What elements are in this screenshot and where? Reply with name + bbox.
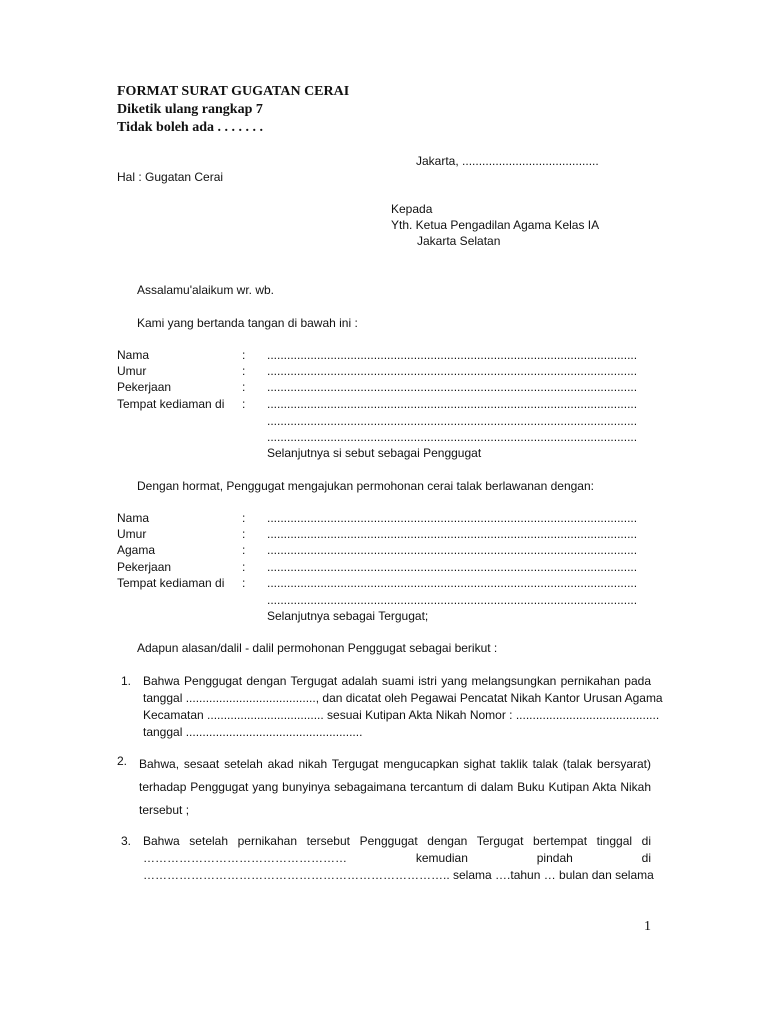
reason-item-3 (143, 833, 654, 884)
field-label: Nama (117, 511, 150, 525)
field-label: Agama (117, 543, 156, 557)
field-colon: : (242, 380, 246, 394)
item-number: 3. (121, 834, 132, 848)
reason-line: tersebut ; (139, 803, 190, 817)
fill-in-dots: ............................................................................................................... (267, 576, 638, 590)
reason-line: ………………………………………………………………….. selama ….tahun … bulan dan selama (143, 868, 654, 882)
greeting: Assalamu'alaikum wr. wb. (137, 283, 275, 297)
field-colon: : (242, 560, 246, 574)
reason-line: tanggal ......................................., dan dicatat oleh Pegawai Pencatat Nikah Kantor Urusan Agama (143, 691, 663, 705)
field-colon: : (242, 543, 246, 557)
reason-line: …………………………………………… kemudian pindah di (143, 851, 651, 865)
fill-in-dots: ............................................................................................................... (267, 348, 638, 362)
field-label: Tempat kediaman di (117, 397, 225, 411)
fill-in-dots: ............................................................................................................... (267, 364, 638, 378)
field-colon: : (242, 527, 246, 541)
intro-text: Kami yang bertanda tangan di bawah ini : (137, 316, 358, 330)
fill-in-dots: ............................................................................................................... (267, 414, 638, 428)
fill-in-dots: ............................................................................................................... (267, 511, 638, 525)
plaintiff-note: Selanjutnya si sebut sebagai Penggugat (267, 446, 482, 460)
field-label: Umur (117, 527, 147, 541)
reason-item-1 (143, 673, 663, 741)
item-number: 2. (117, 754, 128, 768)
field-colon: : (242, 348, 246, 362)
fill-in-dots: ............................................................................................................... (267, 593, 638, 607)
field-label: Umur (117, 364, 147, 378)
typing-instruction: Diketik ulang rangkap 7 (117, 102, 263, 117)
field-label: Pekerjaan (117, 560, 172, 574)
fill-in-dots: ............................................................................................................... (267, 543, 638, 557)
field-label: Nama (117, 348, 150, 362)
addressee-yth: Yth. Ketua Pengadilan Agama Kelas IA (391, 218, 600, 232)
fill-in-dots: ............................................................................................................... (267, 430, 638, 444)
reason-item-2 (139, 753, 651, 822)
field-colon: : (242, 511, 246, 525)
fill-in-dots: ............................................................................................................... (267, 397, 638, 411)
reason-line: Kecamatan ................................... sesuai Kutipan Akta Nikah Nomor : ........................................... (143, 708, 660, 722)
fill-in-dots: ............................................................................................................... (267, 527, 638, 541)
field-label: Tempat kediaman di (117, 576, 225, 590)
field-label: Pekerjaan (117, 380, 172, 394)
reasons-intro: Adapun alasan/dalil - dalil permohonan Penggugat sebagai berikut : (137, 641, 498, 655)
reason-line: Bahwa Penggugat dengan Tergugat adalah suami istri yang melangsungkan pernikahan pada (143, 674, 651, 688)
reason-line: tanggal ..................................................... (143, 725, 363, 739)
field-colon: : (242, 364, 246, 378)
reason-line: Bahwa, sesaat setelah akad nikah Tergugat mengucapkan sighat taklik talak (talak bersyarat) (139, 757, 651, 771)
item-number: 1. (121, 674, 132, 688)
addressee-city: Jakarta Selatan (417, 234, 501, 248)
fill-in-dots: ............................................................................................................... (267, 380, 638, 394)
field-colon: : (242, 576, 246, 590)
erasure-instruction: Tidak boleh ada . . . . . . . (117, 120, 264, 135)
request-intro: Dengan hormat, Penggugat mengajukan permohonan cerai talak berlawanan dengan: (137, 479, 594, 493)
reason-line: terhadap Penggugat yang bunyinya sebagaimana tercantum di dalam Buku Kutipan Akta Nikah (139, 780, 651, 794)
place-date: Jakarta, ......................................... (416, 154, 599, 168)
reason-line: Bahwa setelah pernikahan tersebut Penggugat dengan Tergugat bertempat tinggal di (143, 834, 651, 848)
document-title: FORMAT SURAT GUGATAN CERAI (117, 84, 350, 99)
page-number: 1 (644, 919, 651, 934)
defendant-note: Selanjutnya sebagai Tergugat; (267, 609, 429, 623)
subject-line: Hal : Gugatan Cerai (117, 170, 224, 184)
fill-in-dots: ............................................................................................................... (267, 560, 638, 574)
addressee-kepada: Kepada (391, 202, 433, 216)
field-colon: : (242, 397, 246, 411)
